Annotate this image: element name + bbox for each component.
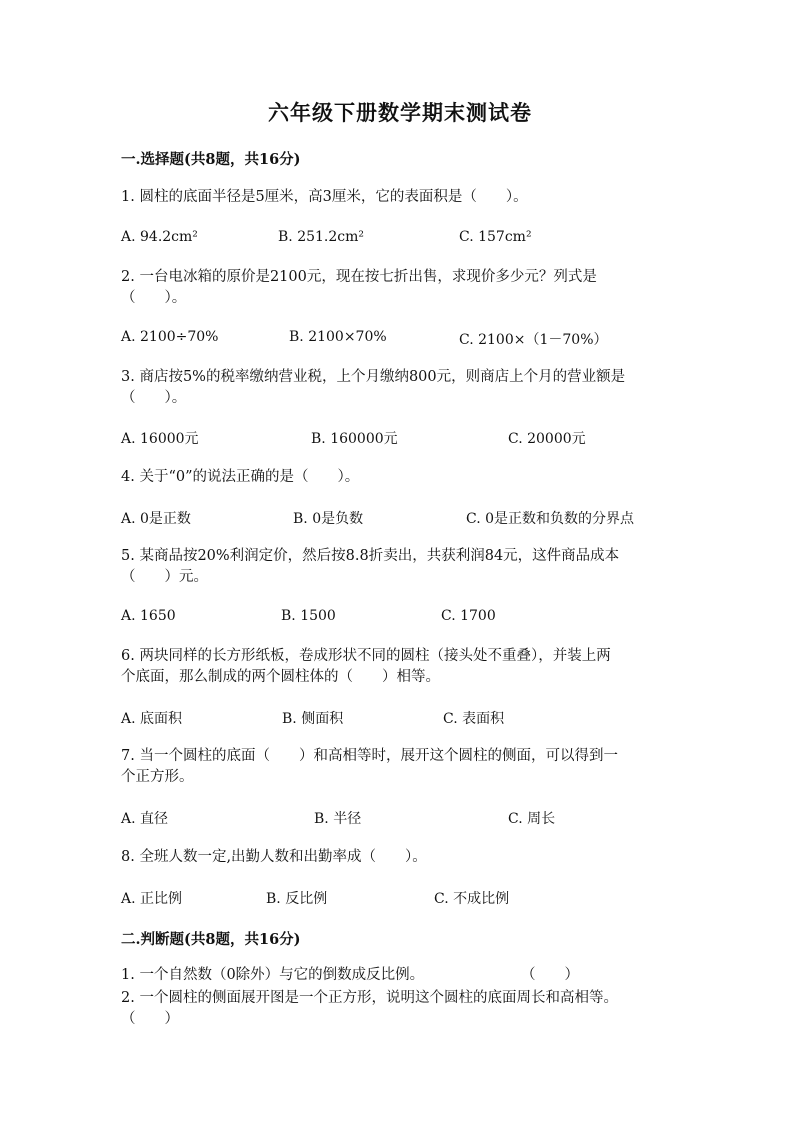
question-7 <box>121 746 681 788</box>
question-text-line: （ ）。 <box>121 390 187 406</box>
option-a: A. 直径 <box>121 811 169 827</box>
question-2 <box>121 267 681 309</box>
judgement-1 <box>121 965 681 986</box>
question-5 <box>121 546 681 588</box>
option-c: C. 表面积 <box>443 711 505 727</box>
question-7-options <box>121 808 721 828</box>
judgement-2 <box>121 988 681 1030</box>
section-heading-true-false: 二.判断题(共8题，共16分) <box>121 931 301 948</box>
question-3 <box>121 367 681 409</box>
section-heading-multiple-choice: 一.选择题(共8题，共16分) <box>121 151 301 168</box>
option-a: A. 正比例 <box>121 891 183 907</box>
option-c: C. 1700 <box>441 608 496 624</box>
option-c: C. 20000元 <box>508 431 586 447</box>
option-c: C. 2100×（1－70%） <box>459 332 608 348</box>
option-a: A. 1650 <box>121 608 176 624</box>
answer-parentheses: （ ） <box>121 1011 179 1027</box>
question-6 <box>121 646 681 688</box>
judgement-text: 1. 一个自然数（0除外）与它的倒数成反比例。 <box>121 967 425 983</box>
question-text-line: 个正方形。 <box>121 769 194 785</box>
question-3-options <box>121 428 721 448</box>
question-1-options <box>121 229 721 249</box>
option-a: A. 16000元 <box>121 431 199 447</box>
option-a: A. 0是正数 <box>121 511 191 527</box>
question-5-options <box>121 608 721 628</box>
option-a: A. 94.2cm² <box>121 229 198 245</box>
question-8: 8. 全班人数一定,出勤人数和出勤率成（ ）。 <box>121 849 427 865</box>
option-b: B. 侧面积 <box>282 711 344 727</box>
question-text-line: 5. 某商品按20%利润定价，然后按8.8折卖出，共获利润84元，这件商品成本 <box>121 548 620 564</box>
question-text-line: 3. 商店按5%的税率缴纳营业税，上个月缴纳800元，则商店上个月的营业额是 <box>121 369 626 385</box>
question-text-line: （ ）元。 <box>121 569 208 585</box>
question-text-line: （ ）。 <box>121 290 187 306</box>
question-text-line: 2. 一台电冰箱的原价是2100元，现在按七折出售，求现价多少元？列式是 <box>121 269 597 285</box>
option-b: B. 0是负数 <box>293 511 364 527</box>
judgement-text-line: 2. 一个圆柱的侧面展开图是一个正方形，说明这个圆柱的底面周长和高相等。 <box>121 990 618 1006</box>
question-2-options <box>121 329 721 349</box>
option-b: B. 反比例 <box>266 891 328 907</box>
option-b: B. 半径 <box>314 811 362 827</box>
question-text-line: 7. 当一个圆柱的底面（ ）和高相等时，展开这个圆柱的侧面，可以得到一 <box>121 748 618 764</box>
option-c: C. 周长 <box>508 811 556 827</box>
option-b: B. 2100×70% <box>289 329 387 345</box>
option-b: B. 251.2cm² <box>278 229 364 245</box>
option-a: A. 底面积 <box>121 711 183 727</box>
question-1: 1. 圆柱的底面半径是5厘米，高3厘米，它的表面积是（ ）。 <box>121 189 528 205</box>
answer-parentheses: （ ） <box>521 967 579 983</box>
question-6-options <box>121 708 721 728</box>
question-text-line: 个底面，那么制成的两个圆柱体的（ ）相等。 <box>121 669 440 685</box>
page-title: 六年级下册数学期末测试卷 <box>268 100 532 125</box>
question-text-line: 6. 两块同样的长方形纸板，卷成形状不同的圆柱（接头处不重叠），并装上两 <box>121 648 611 664</box>
option-b: B. 1500 <box>281 608 336 624</box>
option-b: B. 160000元 <box>311 431 398 447</box>
question-8-options <box>121 888 721 908</box>
option-a: A. 2100÷70% <box>121 329 219 345</box>
option-c: C. 0是正数和负数的分界点 <box>466 511 635 527</box>
question-4-options <box>121 508 721 528</box>
question-4: 4. 关于“0”的说法正确的是（ ）。 <box>121 469 360 485</box>
option-c: C. 157cm² <box>459 229 532 245</box>
option-c: C. 不成比例 <box>434 891 510 907</box>
